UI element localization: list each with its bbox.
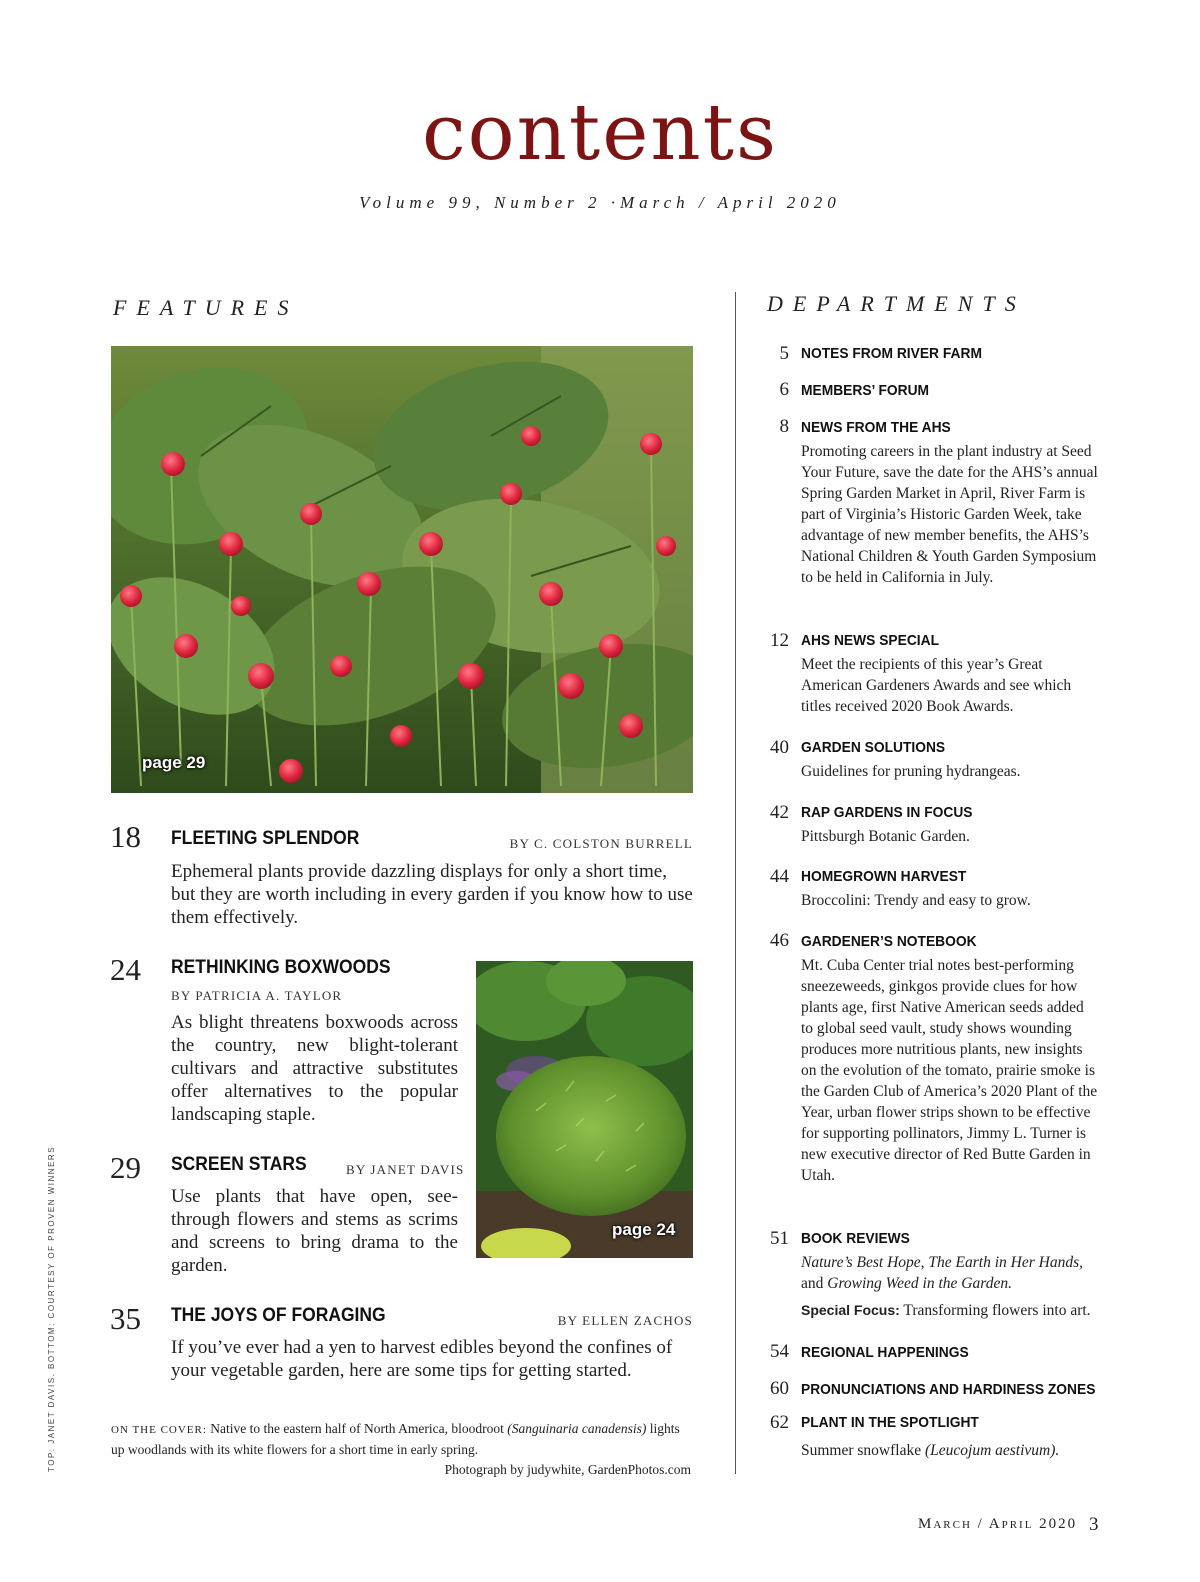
dept-description: Guidelines for pruning hydrangeas. (801, 763, 1021, 780)
feature-title: THE JOYS OF FORAGING (171, 1305, 386, 1326)
dept-page-number: 60 (770, 1378, 789, 1399)
footer-issue: March / April 2020 (918, 1516, 1078, 1532)
feature-page-number: 29 (110, 1150, 141, 1185)
book-titles-and: and (801, 1275, 828, 1292)
dept-page-number: 6 (779, 379, 789, 400)
page-title: contents (422, 88, 778, 178)
dept-title: MEMBERS’ FORUM (801, 382, 930, 399)
cover-note (111, 1419, 696, 1460)
dept-page-number: 40 (770, 737, 789, 758)
feature-byline: BY JANET DAVIS (346, 1162, 465, 1177)
feature-byline: BY ELLEN ZACHOS (557, 1313, 693, 1328)
special-focus-label: Special Focus: (801, 1302, 900, 1318)
feature-photo-top (111, 346, 693, 793)
feature-description: As blight threatens boxwoods across the country, new blight-tolerant cultivars and attractive substitutes offer alternatives to the popular landscaping staple. (171, 1012, 458, 1125)
feature-description: If you’ve ever had a yen to harvest edibles beyond the confines of your vegetable garden, here are some tips for getting started. (171, 1337, 673, 1381)
cover-text-2: lights up woodlands with its white flowers for a short time in early spring. (111, 1421, 680, 1457)
dept-title: NOTES FROM RIVER FARM (801, 345, 982, 362)
photo-caption-page-24: page 24 (612, 1220, 676, 1239)
feature-title: FLEETING SPLENDOR (171, 828, 360, 849)
feature-description: Use plants that have open, see-through flowers and stems as scrims and screens to bring drama to the garden. (171, 1186, 458, 1276)
special-focus (801, 1300, 1111, 1321)
dept-page-number: 42 (770, 802, 789, 823)
feature-page-number: 24 (110, 952, 141, 987)
book-titles-1: Nature’s Best Hope, The Earth in Her Hands, (801, 1254, 1084, 1271)
feature-page-number: 18 (110, 819, 141, 854)
dept-title: RAP GARDENS IN FOCUS (801, 804, 973, 821)
dept-page-number: 8 (779, 416, 789, 437)
dept-page-number: 54 (770, 1341, 789, 1362)
boxwood-photo-illustration (476, 961, 693, 1258)
spotlight-text: Summer snowflake (801, 1442, 925, 1459)
dept-description (801, 1252, 1101, 1294)
feature-title: SCREEN STARS (171, 1154, 307, 1175)
feature-byline: BY PATRICIA A. TAYLOR (171, 988, 343, 1003)
dept-page-number: 46 (770, 930, 789, 951)
dept-title: AHS NEWS SPECIAL (801, 632, 940, 649)
dept-title: GARDEN SOLUTIONS (801, 739, 946, 756)
cover-photo-credit: Photograph by judywhite, GardenPhotos.com (444, 1462, 691, 1477)
book-titles-2: Growing Weed in the Garden. (827, 1275, 1012, 1292)
feature-title: RETHINKING BOXWOODS (171, 957, 391, 978)
spotlight-latin: (Leucojum aestivum). (924, 1442, 1060, 1459)
dept-description: Pittsburgh Botanic Garden. (801, 828, 970, 845)
dept-title: NEWS FROM THE AHS (801, 419, 951, 436)
dept-description: Promoting careers in the plant industry at Seed Your Future, save the date for the AHS’s annual Spring Garden Market in April, River Farm is part of Virginia’s Historic Garden Week, take advantage of new member benefits, the AHS’s National Children & Youth Garden Symposium to be held in California in July. (801, 443, 1098, 586)
dept-page-number: 44 (770, 866, 789, 887)
feature-page-number: 35 (110, 1301, 141, 1336)
photo-caption-page-29: page 29 (142, 753, 206, 772)
photo-credit-vertical: TOP: JANET DAVIS. BOTTOM: COURTESY OF PROVEN WINNERS (47, 1145, 56, 1472)
page-number: 3 (1089, 1514, 1099, 1535)
dept-description (801, 1440, 1101, 1461)
cover-latin-name: (Sanguinaria canadensis) (507, 1421, 647, 1436)
column-divider (735, 292, 736, 1474)
feature-description: Ephemeral plants provide dazzling displays for only a short time, but they are worth including in every garden if you know how to use them effectively. (171, 861, 693, 928)
dept-title: REGIONAL HAPPENINGS (801, 1344, 969, 1361)
dept-description: Broccolini: Trendy and easy to grow. (801, 892, 1031, 909)
gomphrena-photo-illustration (111, 346, 693, 793)
special-focus-text: Transforming flowers into art. (899, 1302, 1091, 1319)
dept-title: PRONUNCIATIONS AND HARDINESS ZONES (801, 1381, 1096, 1398)
features-heading: FEATURES (113, 295, 299, 320)
cover-text: Native to the eastern half of North America, bloodroot (210, 1421, 504, 1436)
departments-heading: DEPARTMENTS (767, 291, 1026, 316)
feature-byline: BY C. COLSTON BURRELL (509, 836, 693, 851)
feature-photo-boxwood (476, 961, 693, 1258)
dept-page-number: 51 (770, 1228, 789, 1249)
dept-description: Mt. Cuba Center trial notes best-performing sneezeweeds, ginkgos provide clues for how plants age, first Native American seeds added to global seed vault, study shows wounding produces more nutritious plants, new insights on the evolution of the tomato, prairie smoke is the Garden Club of America’s 2020 Plant of the Year, urban flower strips shown to be effective for supporting pollinators, Jimmy L. Turner is new executive director of Red Butte Garden in Utah. (801, 957, 1098, 1184)
dept-title: GARDENER’S NOTEBOOK (801, 933, 977, 950)
dept-description: Meet the recipients of this year’s Great American Gardeners Awards and see which titles received 2020 Book Awards. (801, 656, 1072, 715)
dept-page-number: 12 (770, 630, 789, 651)
dept-title: HOMEGROWN HARVEST (801, 868, 967, 885)
dept-page-number: 62 (770, 1412, 789, 1433)
dept-title: BOOK REVIEWS (801, 1230, 910, 1247)
dept-page-number: 5 (779, 343, 789, 364)
issue-line: Volume 99, Number 2 ·March / April 2020 (359, 193, 841, 212)
cover-label: ON THE COVER: (111, 1424, 207, 1436)
dept-title: PLANT IN THE SPOTLIGHT (801, 1414, 979, 1431)
